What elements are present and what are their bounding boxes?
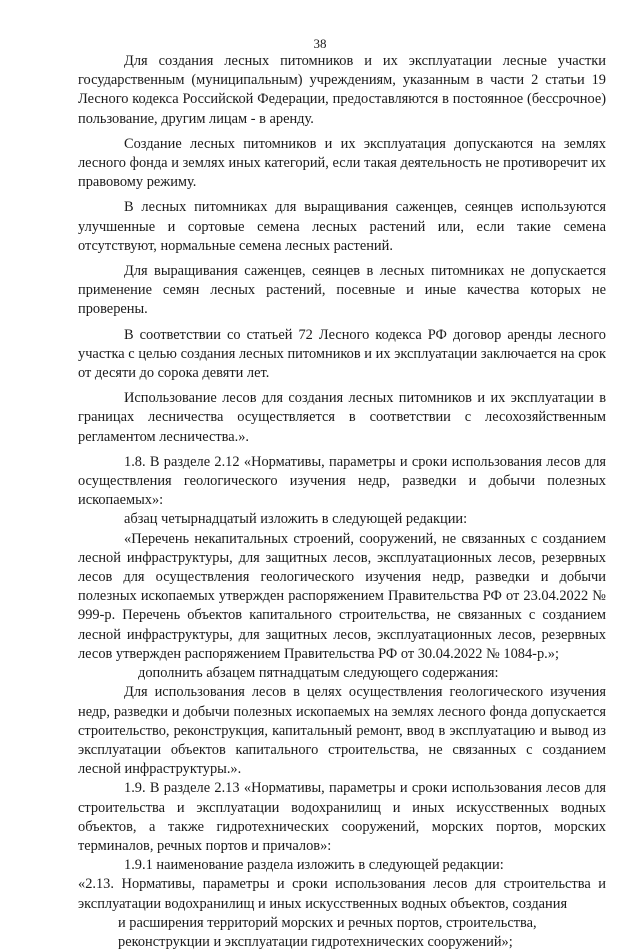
section-title-line: и расширения территорий морских и речных портов, строительства, [118,914,537,931]
paragraph: В лесных питомниках для выращивания саженцев, сеянцев используются улучшенные и сортовые семена лесных растений или, если такие семена отсутствуют, нормальные семена лесных растений. [78,199,606,254]
section-title-line: реконструкции и эксплуатации гидротехнических сооружений»; [118,933,513,950]
paragraph: «Перечень некапитальных строений, сооружений, не связанных с созданием лесной инфраструктуры, для защитных лесов, эксплуатационных лесов, резервных лесов для осуществления геологического изучения недр, разведки и добычи полезных ископаемых утвержден распоряжением Правительства РФ от 23.04.2022 № 999-р. Перечень объектов капитального строительства, не связанных с созданием лесной инфраструктуры, для защитных лесов, эксплуатационных лесов, резервных лесов утвержден распоряжением Правительства РФ от 30.04.2022 № 1084-р.»; [78,530,606,662]
paragraph: 1.9.1 наименование раздела изложить в следующей редакции: [124,857,504,874]
section-title-block [78,875,606,952]
paragraph: абзац четырнадцатый изложить в следующей редакции: [124,511,468,528]
paragraph: В соответствии со статьей 72 Лесного кодекса РФ договор аренды лесного участка с целью создания лесных питомников и их эксплуатации заключается на срок от десяти до сорока девяти лет. [78,326,606,382]
paragraph: 1.8. В разделе 2.12 «Нормативы, параметры и сроки использования лесов для осуществления геологического изучения недр, разведки и добычи полезных ископаемых»: [78,453,606,509]
paragraph: Использование лесов для создания лесных питомников и их эксплуатации в границах лесничества осуществляется в соответствии с лесохозяйственным регламентом лесничества.». [78,390,606,445]
paragraph: Создание лесных питомников и их эксплуатация допускаются на землях лесного фонда и землях иных категорий, если такая деятельность не противоречит их правовому режиму. [78,135,606,191]
page-number: 38 [313,36,327,51]
paragraph: Для использования лесов в целях осуществления геологического изучения недр, разведки и добычи полезных ископаемых на землях лесного фонда допускается строительство, реконструкция, капитальный ремонт, ввод в эксплуатацию и вывод из эксплуатации объектов капитального строительства, не связанных с созданием лесной инфраструктуры.». [78,684,606,778]
paragraph: Для создания лесных питомников и их эксплуатации лесные участки государственным (муниципальным) учреждениям, указанным в части 2 статьи 19 Лесного кодекса Российской Федерации, предоставляются в постоянное (бессрочное) пользование, другим лицам - в аренду. [78,53,606,127]
paragraph: дополнить абзацем пятнадцатым следующего содержания: [138,665,499,682]
section-title-line: «2.13. Нормативы, параметры и сроки использования лесов для строительства и эксплуатации водохранилищ и иных искусственных водных объектов, создания [78,876,606,912]
paragraph: 1.9. В разделе 2.13 «Нормативы, параметры и сроки использования лесов для строительства и эксплуатации водохранилищ и иных искусственных водных объектов, а также гидротехнических сооружений, морских портов, морских терминалов, речных портов и причалов»: [78,780,606,854]
paragraph: Для выращивания саженцев, сеянцев в лесных питомниках не допускается применение семян лесных растений, посевные и иные качества которых не проверены. [78,263,606,318]
document-body [78,52,606,952]
